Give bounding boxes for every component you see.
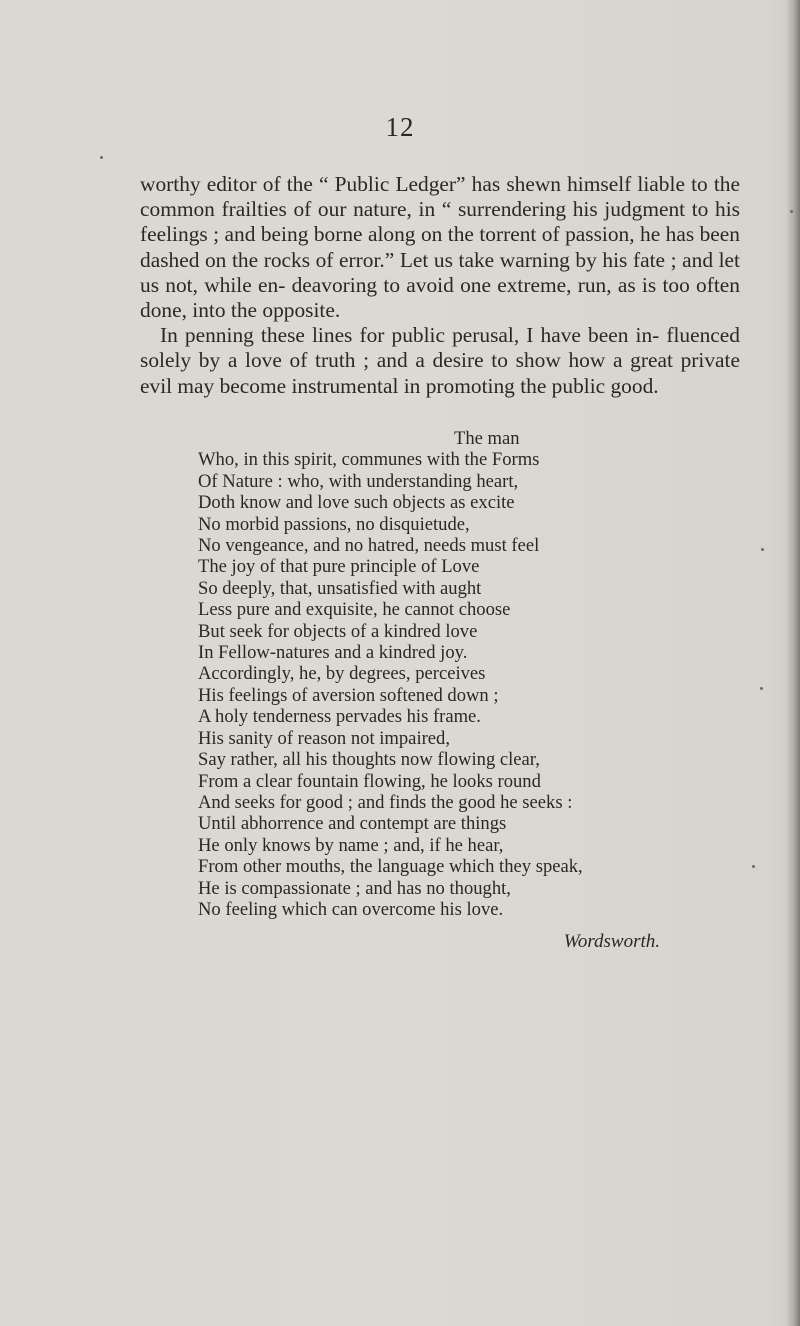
poem-quotation: [198, 428, 678, 920]
poem-line: A holy tenderness pervades his frame.: [198, 706, 481, 728]
paper-speck: [752, 865, 755, 868]
poem-line: He only knows by name ; and, if he hear,: [198, 834, 504, 856]
poem-line: From other mouths, the language which they speak,: [198, 856, 583, 878]
page-number: 12: [385, 112, 415, 142]
poem-line: From a clear fountain flowing, he looks round: [198, 770, 541, 792]
paper-speck: [790, 210, 793, 213]
poem-line: No vengeance, and no hatred, needs must feel: [198, 535, 540, 557]
poem-line: Say rather, all his thoughts now flowing clear,: [198, 749, 540, 771]
paper-speck: [761, 548, 764, 551]
poem-line: His feelings of aversion softened down ;: [198, 684, 499, 706]
poem-line: And seeks for good ; and finds the good he seeks :: [198, 791, 573, 813]
prose-body: [140, 172, 740, 399]
prose-paragraph: In penning these lines for public perusal, I have been in- fluenced solely by a love of truth ; and a desire to show how a great private evil may become instrumental in promoting the public good.: [140, 323, 740, 398]
poem-line: Until abhorrence and contempt are things: [198, 813, 507, 835]
poem-line: No morbid passions, no disquietude,: [198, 513, 470, 535]
poem-line: The man: [454, 428, 520, 449]
poem-line: Who, in this spirit, communes with the Forms: [198, 449, 540, 471]
poem-line: His sanity of reason not impaired,: [198, 727, 450, 749]
page-edge-shadow: [786, 0, 800, 1326]
prose-paragraph: worthy editor of the “ Public Ledger” has shewn himself liable to the common frailties of our nature, in “ surrendering his judgment to his feelings ; and being borne along on the torrent of passion, he has been dashed on the rocks of error.” Let us take warning by his fate ; and let us not, while en- deavoring to avoid one extreme, run, as is too often done, into the opposite.: [140, 172, 740, 323]
poem-line: He is compassionate ; and has no thought,: [198, 877, 511, 899]
poem-attribution: Wordsworth.: [563, 931, 660, 952]
poem-line: Doth know and love such objects as excite: [198, 492, 515, 514]
poem-line: No feeling which can overcome his love.: [198, 898, 504, 920]
poem-line: So deeply, that, unsatisfied with aught: [198, 577, 482, 599]
poem-line: The joy of that pure principle of Love: [198, 556, 480, 578]
poem-line: Of Nature : who, with understanding heart,: [198, 470, 519, 492]
poem-line: In Fellow-natures and a kindred joy.: [198, 642, 468, 664]
paper-speck: [760, 687, 763, 690]
poem-line: Accordingly, he, by degrees, perceives: [198, 663, 486, 685]
paper-speck: [100, 156, 103, 159]
poem-line: Less pure and exquisite, he cannot choose: [198, 599, 511, 621]
poem-line: But seek for objects of a kindred love: [198, 620, 478, 642]
